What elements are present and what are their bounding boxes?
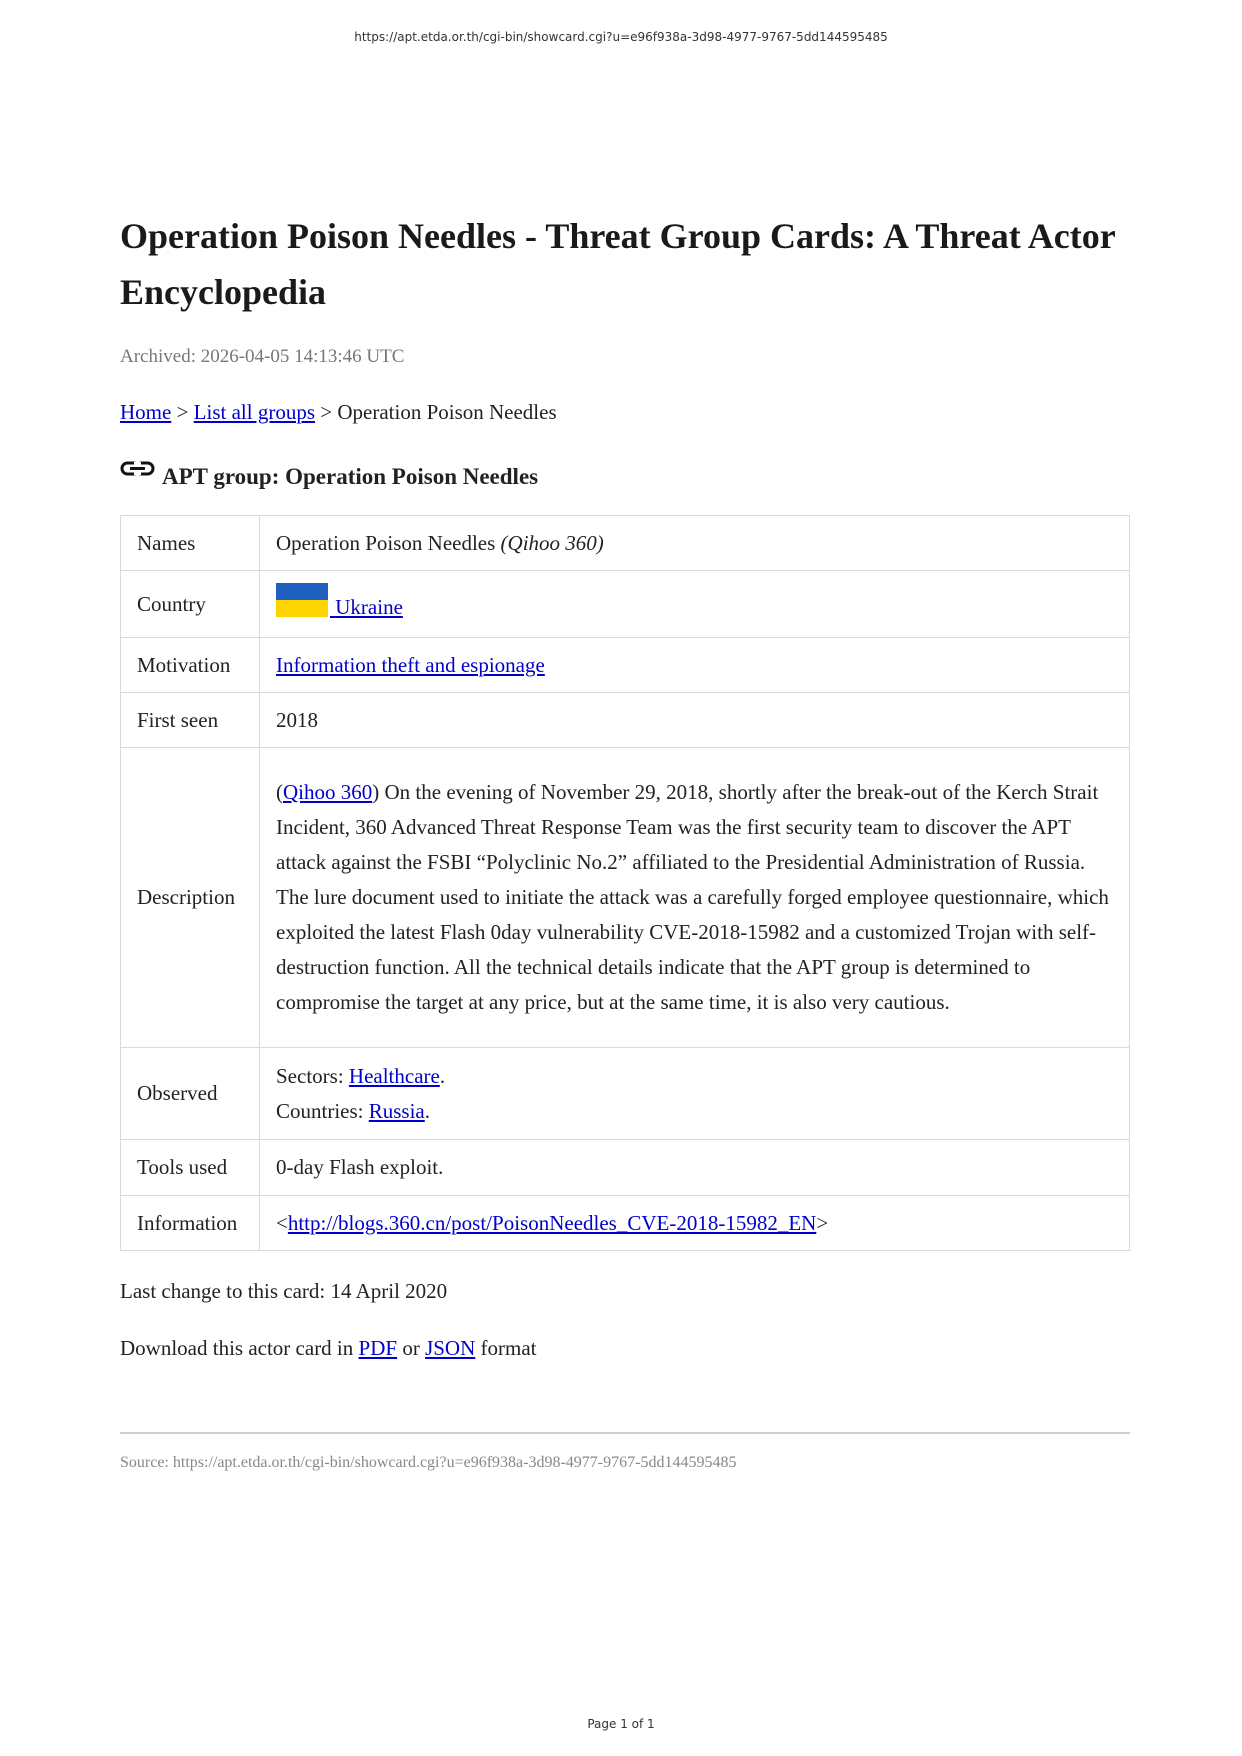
country-russia-link[interactable]: Russia: [368, 1098, 425, 1123]
last-change-text: Last change to this card: 14 April 2020: [120, 1279, 448, 1303]
download-suffix: format: [475, 1336, 537, 1360]
first-seen-label: First seen: [121, 693, 260, 748]
sectors-label: Sectors:: [276, 1063, 349, 1088]
country-link[interactable]: [276, 595, 403, 619]
download-line: [120, 1334, 1130, 1362]
breadcrumb-home-link[interactable]: Home: [120, 400, 172, 424]
country-name[interactable]: Ukraine: [330, 595, 403, 619]
breadcrumb-separator: >: [171, 400, 194, 424]
table-row-country: [121, 571, 1130, 638]
table-row-motivation: [121, 638, 1130, 693]
table-row-first-seen: [121, 693, 1130, 748]
information-value: [260, 1196, 1130, 1251]
names-value: [260, 516, 1130, 571]
description-source-link[interactable]: Qihoo 360: [283, 780, 373, 804]
table-row-description: [121, 748, 1130, 1048]
information-link[interactable]: http://blogs.360.cn/post/PoisonNeedles_CVE-2018-15982_EN: [287, 1210, 817, 1235]
breadcrumb-list-groups-link[interactable]: List all groups: [193, 400, 315, 424]
sectors-period: .: [439, 1063, 446, 1088]
description-text: ) On the evening of November 29, 2018, shortly after the break-out of the Kerch Strait Incident, 360 Advanced Threat Response Team was the first security team to discover the APT attack against the FSBI “Polyclinic No.2” affiliated to the Presidential Administration of Russia. The lure document used to initiate the attack was a carefully forged employee questionnaire, which exploited the latest Flash 0day vulnerability CVE-2018-15982 and a customized Trojan with self-destruction function. All the technical details indicate that the APT group is determined to compromise the target at any price, but at the same time, it is also very cautious.: [276, 780, 1109, 1014]
table-row-observed: [121, 1048, 1130, 1140]
motivation-label: Motivation: [121, 638, 260, 693]
information-close-bracket: >: [816, 1210, 829, 1235]
page-number: Page 1 of 1: [587, 1717, 655, 1731]
motivation-link[interactable]: Information theft and espionage: [276, 652, 545, 677]
table-row-tools-used: [121, 1140, 1130, 1196]
archived-timestamp: Archived: 2026-04-05 14:13:46 UTC: [120, 346, 405, 367]
names-text: Operation Poison Needles: [276, 530, 501, 555]
observed-sectors: [276, 1059, 1113, 1094]
group-card-table: [120, 515, 1130, 1251]
footer-divider: [120, 1432, 1130, 1434]
description-open-paren: (: [276, 780, 283, 804]
table-row-information: [121, 1196, 1130, 1251]
observed-label: Observed: [121, 1048, 260, 1140]
names-label: Names: [121, 516, 260, 571]
names-source: (Qihoo 360): [500, 530, 604, 555]
download-json-link[interactable]: JSON: [425, 1336, 476, 1360]
information-label: Information: [121, 1196, 260, 1251]
description-label: Description: [121, 748, 260, 1048]
tools-label: Tools used: [121, 1140, 260, 1196]
table-row-names: [121, 516, 1130, 571]
page-title: Operation Poison Needles - Threat Group Cards: A Threat Actor Encyclopedia: [120, 216, 1116, 312]
download-pdf-link[interactable]: PDF: [358, 1336, 398, 1360]
tools-value: 0-day Flash exploit.: [260, 1140, 1130, 1196]
section-heading-text: APT group: Operation Poison Needles: [162, 464, 539, 489]
information-open-bracket: <: [276, 1210, 288, 1235]
section-heading: [120, 462, 1130, 492]
observed-value: [260, 1048, 1130, 1140]
page-header-url: https://apt.etda.or.th/cgi-bin/showcard.cgi?u=e96f938a-3d98-4977-9767-5dd144595485: [354, 30, 888, 44]
breadcrumb-separator: >: [315, 400, 338, 424]
motivation-value: [260, 638, 1130, 693]
link-icon[interactable]: [120, 458, 156, 482]
download-prefix: Download this actor card in: [120, 1336, 359, 1360]
breadcrumb-current: Operation Poison Needles: [337, 400, 557, 424]
breadcrumb: [120, 398, 1130, 426]
main-content: [120, 208, 1130, 1472]
sector-healthcare-link[interactable]: Healthcare: [348, 1063, 440, 1088]
download-or: or: [397, 1336, 426, 1360]
first-seen-value: 2018: [260, 693, 1130, 748]
observed-countries: [276, 1094, 1113, 1129]
ukraine-flag-icon[interactable]: [276, 583, 328, 617]
country-value: [260, 571, 1130, 638]
countries-period: .: [424, 1098, 431, 1123]
countries-label: Countries:: [276, 1098, 369, 1123]
country-label: Country: [121, 571, 260, 638]
description-value: [260, 748, 1130, 1048]
source-text: Source: https://apt.etda.or.th/cgi-bin/showcard.cgi?u=e96f938a-3d98-4977-9767-5dd144595485: [120, 1454, 737, 1471]
